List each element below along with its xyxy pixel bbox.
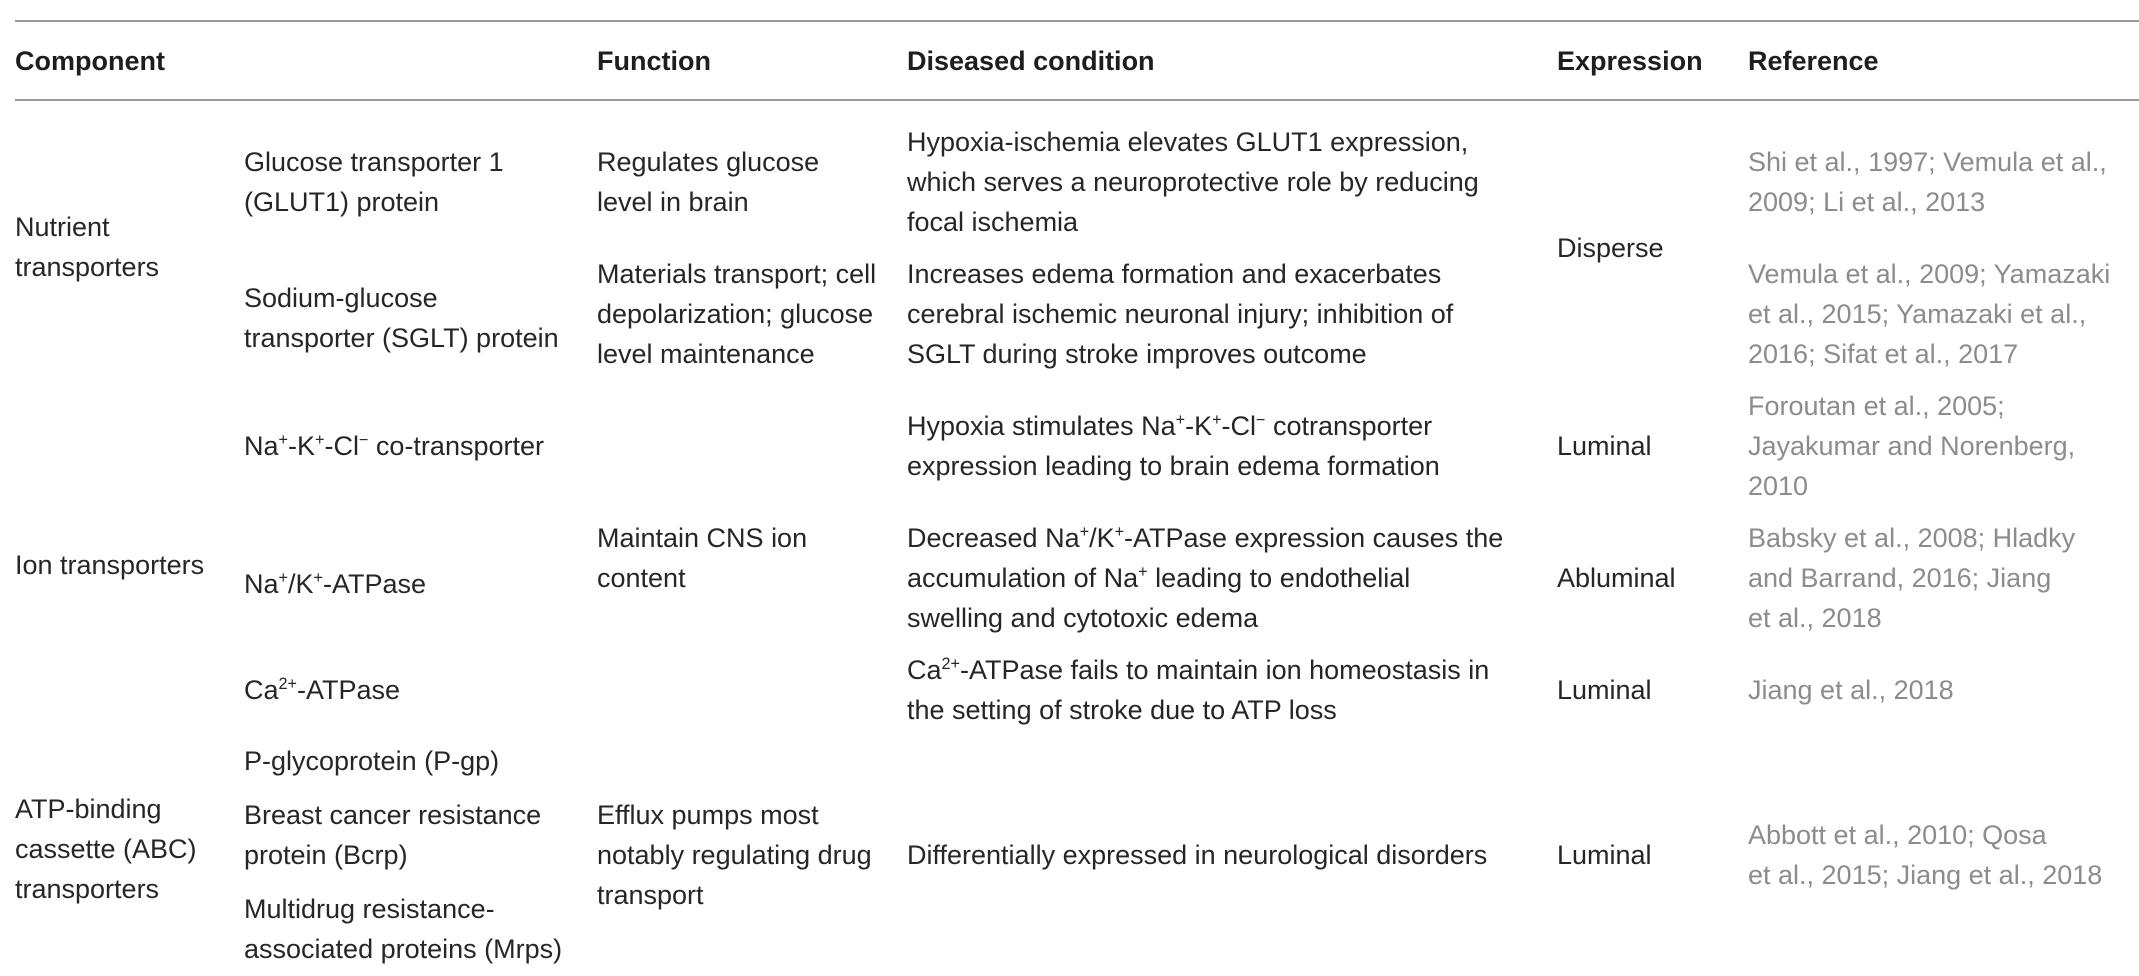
glut1-reference-line2: 2009; Li et al., 2013 [1748,187,1986,217]
group-nutrient-line2: transporters [15,252,160,282]
nkcc-reference-line2: Jayakumar and Norenberg, [1748,431,2076,461]
nkcc-component: Na+-K+-Cl− co-transporter [244,431,544,461]
glut1-function-line2: level in brain [597,187,749,217]
nak-reference-line3: et al., 2018 [1748,603,1882,633]
abc-expression: Luminal [1557,840,1652,870]
nkcc-condition-line2: expression leading to brain edema formation [907,451,1440,481]
abc-reference-line1: Abbott et al., 2010; Qosa [1748,820,2047,850]
glut1-condition-line2: which serves a neuroprotective role by reducing [907,167,1479,197]
nkcc-condition-line1: Hypoxia stimulates Na+-K+-Cl− cotransporter [907,411,1433,441]
nak-condition-line1: Decreased Na+/K+-ATPase expression causes the [907,523,1504,553]
sglt-condition-line3: SGLT during stroke improves outcome [907,339,1367,369]
sglt-condition-line1: Increases edema formation and exacerbates [907,259,1442,289]
abc-condition: Differentially expressed in neurological disorders [907,840,1488,870]
ion-function-line2: content [597,563,686,593]
header-function: Function [597,46,711,76]
table-header-rule [15,99,2139,101]
sglt-reference-line3: 2016; Sifat et al., 2017 [1748,339,2019,369]
sglt-function-line3: level maintenance [597,339,815,369]
group-abc-line3: transporters [15,874,160,904]
nkcc-reference-line3: 2010 [1748,471,1809,501]
sglt-function-line2: depolarization; glucose [597,299,874,329]
ca-condition-line2: the setting of stroke due to ATP loss [907,695,1337,725]
ca-expression: Luminal [1557,675,1652,705]
ion-function-line1: Maintain CNS ion [597,523,808,553]
group-nutrient-line1: Nutrient [15,212,110,242]
ca-component: $Ca^{2+}$-ATPase [244,675,401,705]
sglt-component-line1: Sodium-glucose [244,283,438,313]
abc-component-mrps-line2: associated proteins (Mrps) [244,934,563,964]
abc-function-line1: Efflux pumps most [597,800,819,830]
sglt-reference-line1: Vemula et al., 2009; Yamazaki [1748,259,2111,289]
abc-component-bcrp-line2: protein (Bcrp) [244,840,408,870]
sglt-condition-line2: cerebral ischemic neuronal injury; inhibition of [907,299,1454,329]
group-ion: Ion transporters [15,550,205,580]
glut1-reference-line1: Shi et al., 1997; Vemula et al., [1748,147,2107,177]
abc-component-bcrp-line1: Breast cancer resistance [244,800,542,830]
glut1-condition-line3: focal ischemia [907,207,1079,237]
group-abc-line1: ATP-binding [15,794,162,824]
glut1-function-line1: Regulates glucose [597,147,820,177]
ca-reference-line1: Jiang et al., 2018 [1748,675,1954,705]
abc-component-mrps-line1: Multidrug resistance- [244,894,495,924]
abc-reference-line2: et al., 2015; Jiang et al., 2018 [1748,860,2103,890]
header-component: Component [15,46,165,76]
ca-condition-line1: $Ca^{2+}$-ATPase fails to maintain ion homeostasis in [907,655,1490,685]
nak-reference-line2: and Barrand, 2016; Jiang [1748,563,2052,593]
header-expression: Expression [1557,46,1703,76]
nkcc-expression: Luminal [1557,431,1652,461]
nak-condition-line2: accumulation of Na+ leading to endothelial [907,563,1411,593]
sglt-reference-line2: et al., 2015; Yamazaki et al., [1748,299,2087,329]
glut1-component-line1: Glucose transporter 1 [244,147,504,177]
group-abc-line2: cassette (ABC) [15,834,197,864]
nak-expression: Abluminal [1557,563,1676,593]
sglt-function-line1: Materials transport; cell [597,259,877,289]
abc-function-line3: transport [597,880,704,910]
table-top-rule [15,20,2139,22]
nak-component: Na+/K+-ATPase [244,569,426,599]
glut1-condition-line1: Hypoxia-ischemia elevates GLUT1 expression, [907,127,1469,157]
nutrient-expression: Disperse [1557,233,1664,263]
nkcc-reference-line1: Foroutan et al., 2005; [1748,391,2005,421]
header-diseased-condition: Diseased condition [907,46,1155,76]
nak-condition-line3: swelling and cytotoxic edema [907,603,1259,633]
header-reference: Reference [1748,46,1879,76]
abc-component-pgp: P-glycoprotein (P-gp) [244,746,500,776]
glut1-component-line2: (GLUT1) protein [244,187,440,217]
abc-function-line2: notably regulating drug [597,840,872,870]
sglt-component-line2: transporter (SGLT) protein [244,323,559,353]
nak-reference-line1: Babsky et al., 2008; Hladky [1748,523,2076,553]
